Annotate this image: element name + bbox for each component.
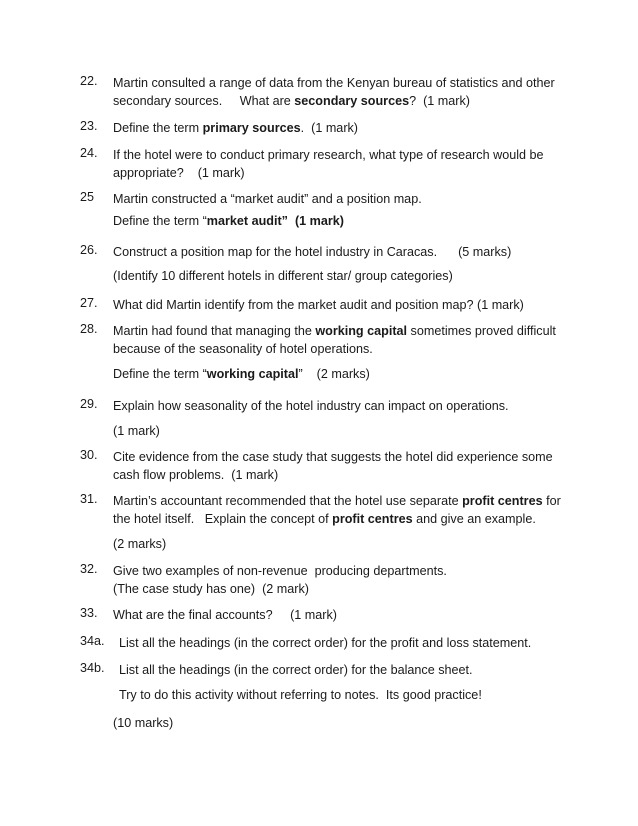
question-text: Martin constructed a “market audit” and a position map. bbox=[113, 192, 422, 206]
question-text: Cite evidence from the case study that suggests the hotel did experience some cash flow problems. (1 mark) bbox=[113, 450, 553, 482]
tip-text: Try to do this activity without referring to notes. Its good practice! bbox=[119, 688, 482, 702]
question-marks: (1 mark) bbox=[113, 424, 160, 438]
question-marks: (2 marks) bbox=[113, 537, 167, 551]
question-text: What are the final accounts? (1 mark) bbox=[113, 608, 337, 622]
question-number: 34b. bbox=[80, 661, 105, 675]
question-text: Define the term primary sources. (1 mark) bbox=[113, 121, 358, 135]
question-number: 32. bbox=[80, 562, 98, 576]
question-number: 34a. bbox=[80, 634, 105, 648]
question-number: 29. bbox=[80, 397, 98, 411]
question-text: What did Martin identify from the market audit and position map? (1 mark) bbox=[113, 298, 524, 312]
question-number: 22. bbox=[80, 74, 98, 88]
question-number: 24. bbox=[80, 146, 98, 160]
question-number: 25 bbox=[80, 190, 95, 204]
question-number: 27. bbox=[80, 296, 98, 310]
question-text: Martin consulted a range of data from the Kenyan bureau of statistics and other secondary sources. What are secondary sources? (1 mark) bbox=[113, 76, 555, 108]
question-text: List all the headings (in the correct order) for the profit and loss statement. bbox=[119, 636, 532, 650]
question-number: 23. bbox=[80, 119, 98, 133]
question-subpart: (Identify 10 different hotels in different star/ group categories) bbox=[113, 269, 453, 283]
question-text: If the hotel were to conduct primary research, what type of research would be appropriate? (1 mark) bbox=[113, 148, 544, 180]
question-text: Martin’s accountant recommended that the hotel use separate profit centres for the hotel itself. Explain the concept of profit centres and give an example. bbox=[113, 494, 561, 526]
question-subpart: Define the term “working capital” (2 marks) bbox=[113, 367, 370, 381]
question-number: 30. bbox=[80, 448, 98, 462]
total-marks: (10 marks) bbox=[113, 716, 174, 730]
question-number: 28. bbox=[80, 322, 98, 336]
question-text: List all the headings (in the correct order) for the balance sheet. bbox=[119, 663, 473, 677]
question-text: Construct a position map for the hotel industry in Caracas. (5 marks) bbox=[113, 245, 512, 259]
question-text: Give two examples of non-revenue producing departments. (The case study has one) (2 mark) bbox=[113, 564, 447, 596]
question-number: 31. bbox=[80, 492, 98, 506]
question-text: Martin had found that managing the working capital sometimes proved difficult because of the seasonality of hotel operations. bbox=[113, 324, 556, 356]
question-subpart: Define the term “market audit” (1 mark) bbox=[113, 214, 344, 228]
question-number: 26. bbox=[80, 243, 98, 257]
question-text: Explain how seasonality of the hotel industry can impact on operations. bbox=[113, 399, 509, 413]
question-number: 33. bbox=[80, 606, 98, 620]
